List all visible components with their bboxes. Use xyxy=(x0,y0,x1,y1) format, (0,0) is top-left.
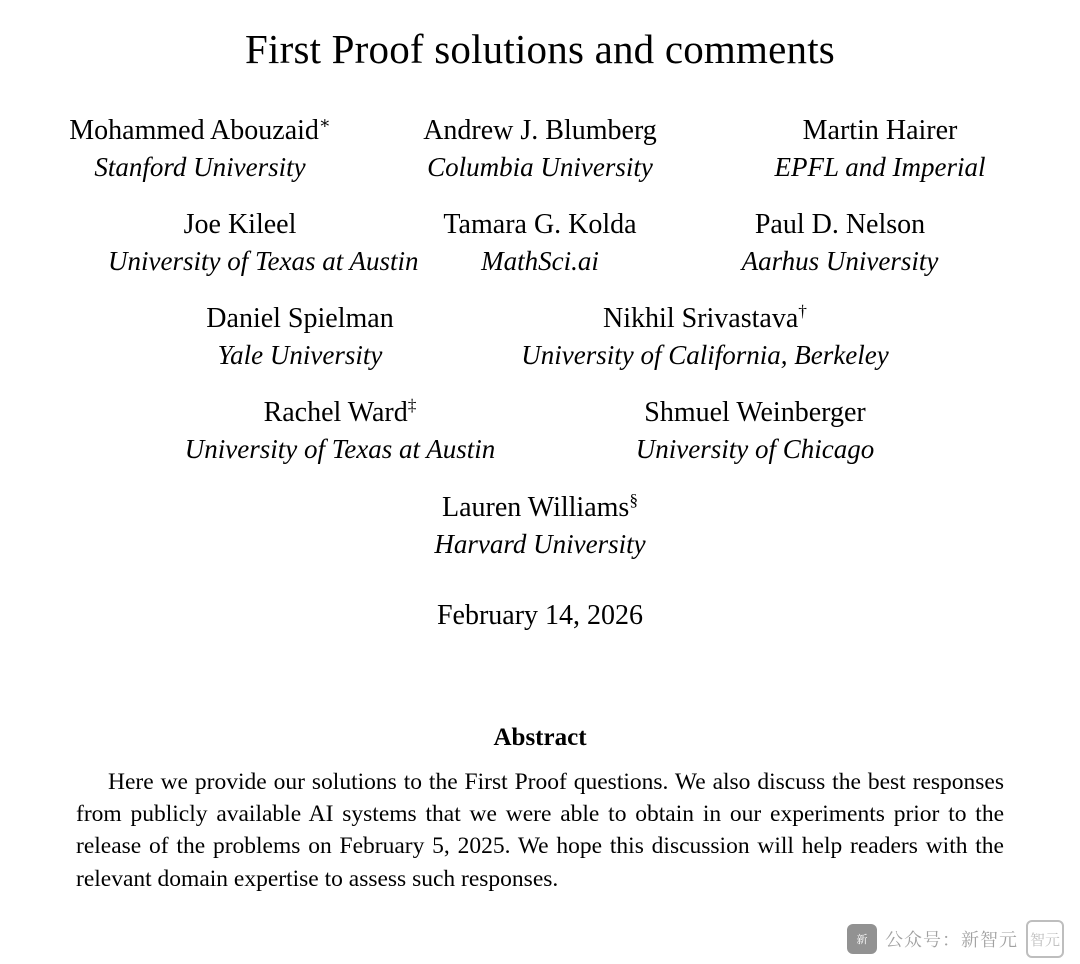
author-name-text: Martin Hairer xyxy=(802,115,958,147)
author-block xyxy=(135,301,465,373)
author-name xyxy=(48,113,352,148)
author-affiliation: Yale University xyxy=(217,340,383,371)
author-row xyxy=(0,395,1080,467)
author-footnote-marker: † xyxy=(798,302,807,321)
page-title: First Proof solutions and comments xyxy=(245,26,835,72)
author-affiliation: EPFL and Imperial xyxy=(774,152,986,183)
abstract-heading: Abstract xyxy=(493,723,587,751)
author-name-text: Daniel Spielman xyxy=(206,303,394,335)
author-name xyxy=(153,301,447,336)
author-footnote-marker: ∗ xyxy=(318,113,331,133)
author-name xyxy=(358,490,722,525)
author-affiliation: University of Texas at Austin xyxy=(108,246,419,277)
author-row xyxy=(0,113,1080,185)
author-block xyxy=(340,490,740,562)
author-affiliation: Stanford University xyxy=(94,152,306,183)
publication-date: February 14, 2026 xyxy=(436,599,644,631)
author-block xyxy=(710,113,1050,185)
author-block xyxy=(370,113,710,185)
author-name xyxy=(708,207,972,242)
author-block xyxy=(690,207,990,279)
author-name xyxy=(408,207,672,242)
author-name xyxy=(573,395,937,430)
author-name xyxy=(483,301,927,336)
author-block xyxy=(555,395,955,467)
author-footnote-marker: § xyxy=(629,490,638,510)
author-block xyxy=(30,113,370,185)
author-name-text: Paul D. Nelson xyxy=(754,209,926,241)
abstract-body xyxy=(76,766,1004,896)
author-affiliation: Columbia University xyxy=(427,152,653,183)
author-name xyxy=(388,113,692,148)
author-name-text: Mohammed Abouzaid xyxy=(69,115,319,147)
author-affiliation: University of California, Berkeley xyxy=(521,340,889,371)
author-name-text: Andrew J. Blumberg xyxy=(423,115,657,147)
author-name-text: Nikhil Srivastava xyxy=(603,303,799,335)
watermark-logo-icon: 新 xyxy=(847,924,877,954)
author-block xyxy=(125,395,555,467)
author-name-text: Lauren Williams xyxy=(442,491,630,523)
author-affiliation: MathSci.ai xyxy=(481,246,599,277)
author-name-text: Rachel Ward xyxy=(263,397,408,429)
watermark-text: 公众号：新智元 xyxy=(885,930,1018,950)
watermark-badge: 智元 xyxy=(1026,920,1064,958)
abstract-text: Here we provide our solutions to the First Proof questions. We also discuss the best responses from publicly available AI systems that we were able to obtain in our experiments prior to the release of the problems on February 5, 2025. We hope this discussion will help readers with the relevant domain expertise to assess such responses. xyxy=(76,768,1004,892)
author-affiliation: University of Chicago xyxy=(635,434,875,465)
author-affiliation: Aarhus University xyxy=(741,246,939,277)
author-name-text: Shmuel Weinberger xyxy=(644,397,866,429)
author-name-text: Joe Kileel xyxy=(183,209,297,241)
author-block xyxy=(90,207,419,279)
watermark xyxy=(847,920,1064,958)
author-name xyxy=(728,113,1032,148)
author-row xyxy=(0,490,1080,562)
author-name-text: Tamara G. Kolda xyxy=(443,209,637,241)
author-footnote-marker: ‡ xyxy=(407,396,417,416)
author-affiliation: University of Texas at Austin xyxy=(184,434,496,465)
author-name xyxy=(108,207,372,242)
author-name xyxy=(143,395,537,430)
author-affiliation: Harvard University xyxy=(434,528,646,559)
author-row xyxy=(0,207,1080,279)
author-row xyxy=(0,301,1080,373)
paper-page xyxy=(0,26,1080,964)
author-list xyxy=(0,113,1080,561)
author-block xyxy=(465,301,945,373)
author-block xyxy=(390,207,690,279)
